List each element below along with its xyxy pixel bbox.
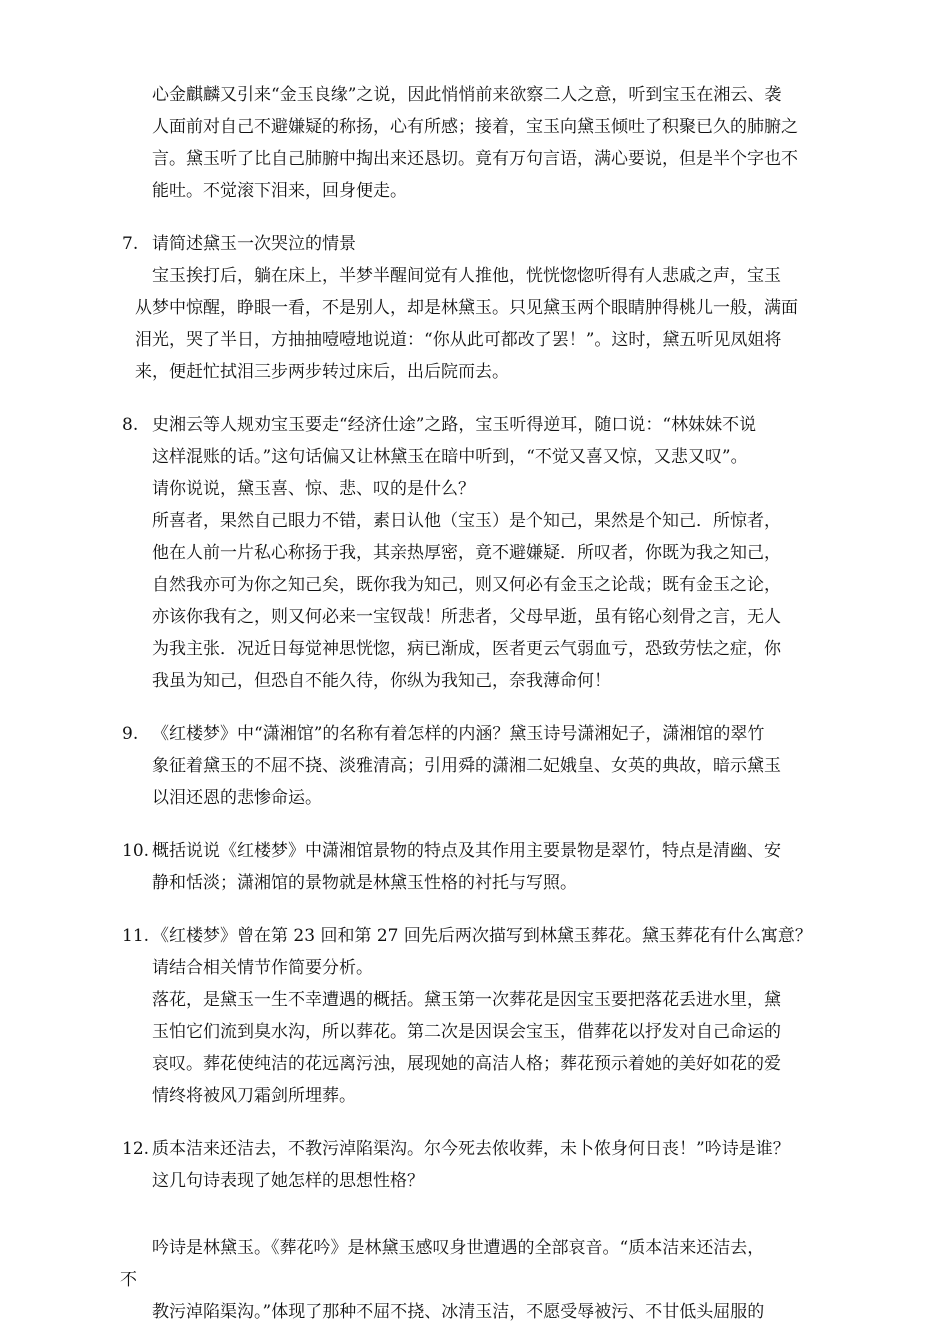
- answer-line: 自然我亦可为你之知己矣，既你我为知己，则又何必有金玉之论哉；既有金玉之论，: [152, 575, 781, 595]
- intro-line: 言。黛玉听了比自己肺腑中掏出来还恳切。竟有万句言语，满心要说，但是半个字也不: [152, 149, 798, 169]
- item-number: 11.: [122, 926, 150, 946]
- question-text: 请简述黛玉一次哭泣的情景: [152, 234, 356, 254]
- item-number: 10.: [122, 841, 150, 861]
- answer-line: 他在人前一片私心称扬于我，其亲热厚密，竟不避嫌疑．所叹者，你既为我之知己，: [152, 543, 781, 563]
- answer-line: 哀叹。葬花使纯洁的花远离污浊，展现她的高洁人格；葬花预示着她的美好如花的爱: [152, 1054, 781, 1074]
- answer-line: 从梦中惊醒，睁眼一看，不是别人，却是林黛玉。只见黛玉两个眼睛肿得桃儿一般，满面: [135, 298, 798, 318]
- answer-line: 吟诗是林黛玉。《葬花吟》是林黛玉感叹身世遭遇的全部哀音。“质本洁来还洁去，: [152, 1238, 765, 1258]
- answer-line: 情终将被风刀霜剑所埋葬。: [152, 1086, 356, 1106]
- intro-line: 心金麒麟又引来“金玉良缘”之说，因此悄悄前来欲察二人之意，听到宝玉在湘云、袭: [152, 85, 782, 105]
- answer-line: 所喜者，果然自己眼力不错，素日认他（宝玉）是个知己，果然是个知己．所惊者，: [152, 511, 781, 531]
- answer-line: 教污淖陷渠沟。”体现了那种不屈不挠、冰清玉洁，不愿受辱被污、不甘低头屈服的: [152, 1302, 765, 1322]
- answer-line: 不: [120, 1270, 137, 1290]
- answer-line: 宝玉挨打后，躺在床上，半梦半醒间觉有人推他，恍恍惚惚听得有人悲戚之声，宝玉: [152, 266, 781, 286]
- answer-line: 亦该你我有之，则又何必来一宝钗哉！所悲者，父母早逝，虽有铭心刻骨之言，无人: [152, 607, 781, 627]
- answer-line: 为我主张．况近日每觉神思恍惚，病已渐成，医者更云气弱血亏，恐致劳怯之症，你: [152, 639, 781, 659]
- question-line: 质本洁来还洁去，不教污淖陷渠沟。尔今死去侬收葬，未卜侬身何日丧！”吟诗是谁？: [152, 1139, 790, 1159]
- item-number: 12.: [122, 1139, 150, 1159]
- question-line: 请你说说，黛玉喜、惊、悲、叹的是什么？: [152, 479, 475, 499]
- question-line: 这样混账的话。”这句话偏又让林黛玉在暗中听到，“不觉又喜又惊，又悲又叹”。: [152, 447, 748, 467]
- answer-line: 象征着黛玉的不屈不挠、淡雅清高；引用舜的潇湘二妃娥皇、女英的典故，暗示黛玉: [152, 756, 781, 776]
- answer-line: 来，便赶忙拭泪三步两步转过床后，出后院而去。: [135, 362, 509, 382]
- answer-line: 我虽为知己，但恐自不能久待，你纵为我知己，奈我薄命何！: [152, 671, 611, 691]
- question-line: 概括说说《红楼梦》中潇湘馆景物的特点及其作用主要景物是翠竹，特点是清幽、安: [152, 841, 781, 861]
- answer-line: 落花，是黛玉一生不幸遭遇的概括。黛玉第一次葬花是因宝玉要把落花丢进水里，黛: [152, 990, 781, 1010]
- question-line: 这几句诗表现了她怎样的思想性格？: [152, 1171, 424, 1191]
- answer-line: 静和恬淡；潇湘馆的景物就是林黛玉性格的衬托与写照。: [152, 873, 577, 893]
- question-line: 请结合相关情节作简要分析。: [152, 958, 373, 978]
- answer-line: 玉怕它们流到臭水沟，所以葬花。第二次是因误会宝玉，借葬花以抒发对自己命运的: [152, 1022, 781, 1042]
- answer-line: 泪光，哭了半日，方抽抽噎噎地说道：“你从此可都改了罢！”。这时，黛五听见凤姐将: [135, 330, 782, 350]
- intro-line: 人面前对自己不避嫌疑的称扬，心有所感；接着，宝玉向黛玉倾吐了积聚已久的肺腑之: [152, 117, 798, 137]
- item-number: 9.: [122, 724, 139, 744]
- intro-line: 能吐。不觉滚下泪来，回身便走。: [152, 181, 407, 201]
- item-number: 7.: [122, 234, 139, 254]
- item-number: 8.: [122, 415, 139, 435]
- answer-line: 以泪还恩的悲惨命运。: [152, 788, 322, 808]
- question-line: 史湘云等人规劝宝玉要走“经济仕途”之路，宝玉听得逆耳，随口说：“林妹妹不说: [152, 415, 757, 435]
- question-line: 《红楼梦》中“潇湘馆”的名称有着怎样的内涵？黛玉诗号潇湘妃子，潇湘馆的翠竹: [152, 724, 765, 744]
- question-line: 《红楼梦》曾在第 23 回和第 27 回先后两次描写到林黛玉葬花。黛玉葬花有什么寓意？: [152, 926, 812, 946]
